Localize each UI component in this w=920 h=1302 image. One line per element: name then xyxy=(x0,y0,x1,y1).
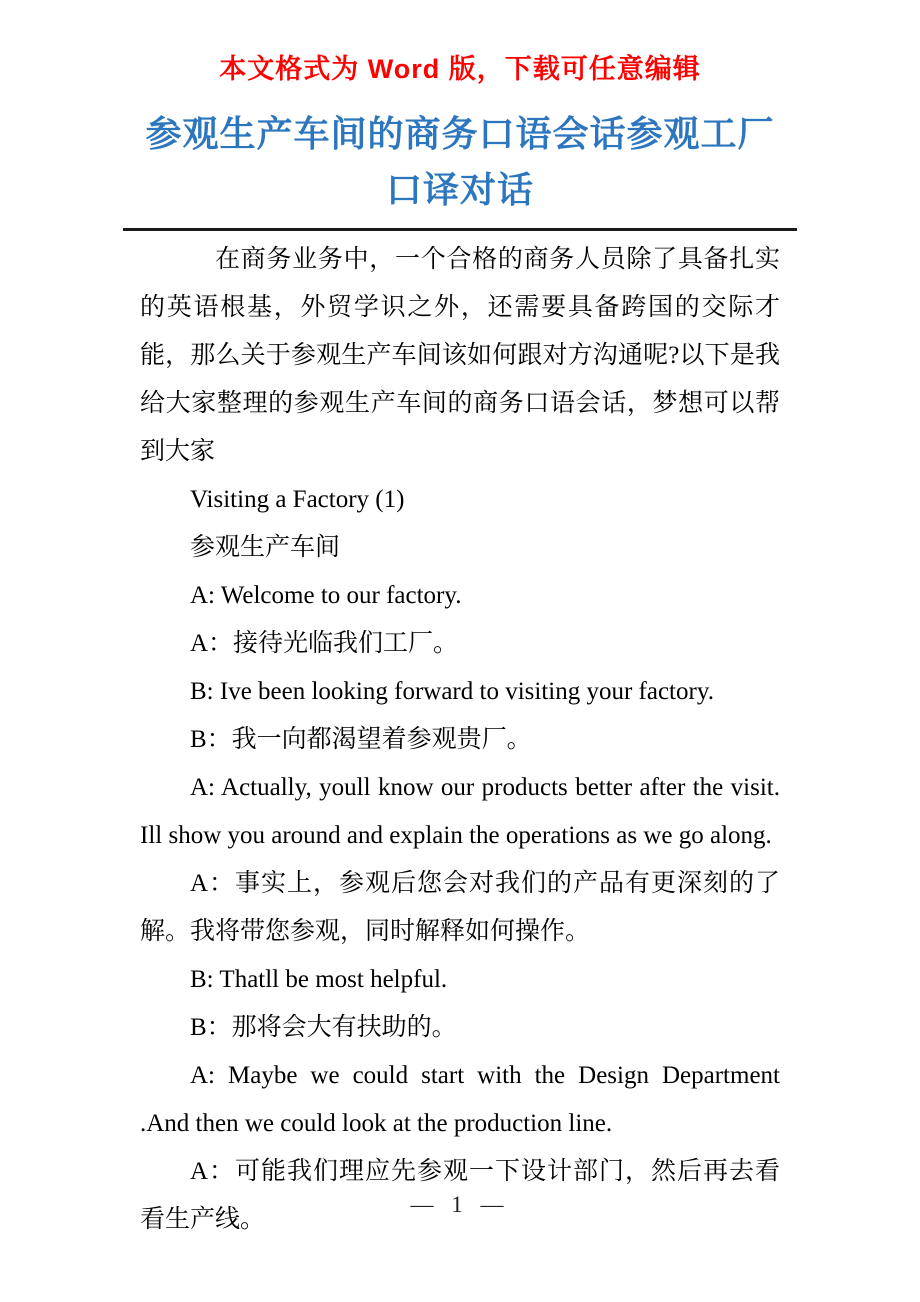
document-body xyxy=(140,236,780,1244)
dialogue-line: A: Maybe we could start with the Design Department .And then we could look at the production line. xyxy=(140,1062,780,1137)
document-title: 参观生产车间的商务口语会话参观工厂口译对话 xyxy=(145,113,775,210)
format-notice: 本文格式为 Word 版，下载可任意编辑 xyxy=(219,54,701,84)
dialogue-line: B：我一向都渴望着参观贵厂。 xyxy=(190,726,532,753)
title-divider xyxy=(123,228,797,231)
dialogue-line: B: Thatll be most helpful. xyxy=(190,966,448,993)
dialogue-line: B: Ive been looking forward to visiting your factory. xyxy=(190,678,714,705)
dialogue-line-chinese-heading: 参观生产车间 xyxy=(190,534,341,561)
dialogue-line: A：接待光临我们工厂。 xyxy=(190,630,459,657)
dialogue-line: A: Welcome to our factory. xyxy=(190,582,462,609)
dialogue-line: A：事实上，参观后您会对我们的产品有更深刻的了解。我将带您参观，同时解释如何操作。 xyxy=(140,870,780,945)
dialogue-line: A: Actually, youll know our products better after the visit. Ill show you around and explain the operations as we go along. xyxy=(140,774,780,849)
page-number: — 1 — xyxy=(410,1192,510,1217)
dialogue-line-english-heading: Visiting a Factory (1) xyxy=(190,486,405,513)
dialogue-line: A：可能我们理应先参观一下设计部门，然后再去看看生产线。 xyxy=(140,1158,780,1233)
intro-paragraph: 在商务业务中，一个合格的商务人员除了具备扎实的英语根基，外贸学识之外，还需要具备跨国的交际才能，那么关于参观生产车间该如何跟对方沟通呢?以下是我给大家整理的参观生产车间的商务口语会话，梦想可以帮到大家 xyxy=(140,246,780,465)
dialogue-line: B：那将会大有扶助的。 xyxy=(190,1014,457,1041)
